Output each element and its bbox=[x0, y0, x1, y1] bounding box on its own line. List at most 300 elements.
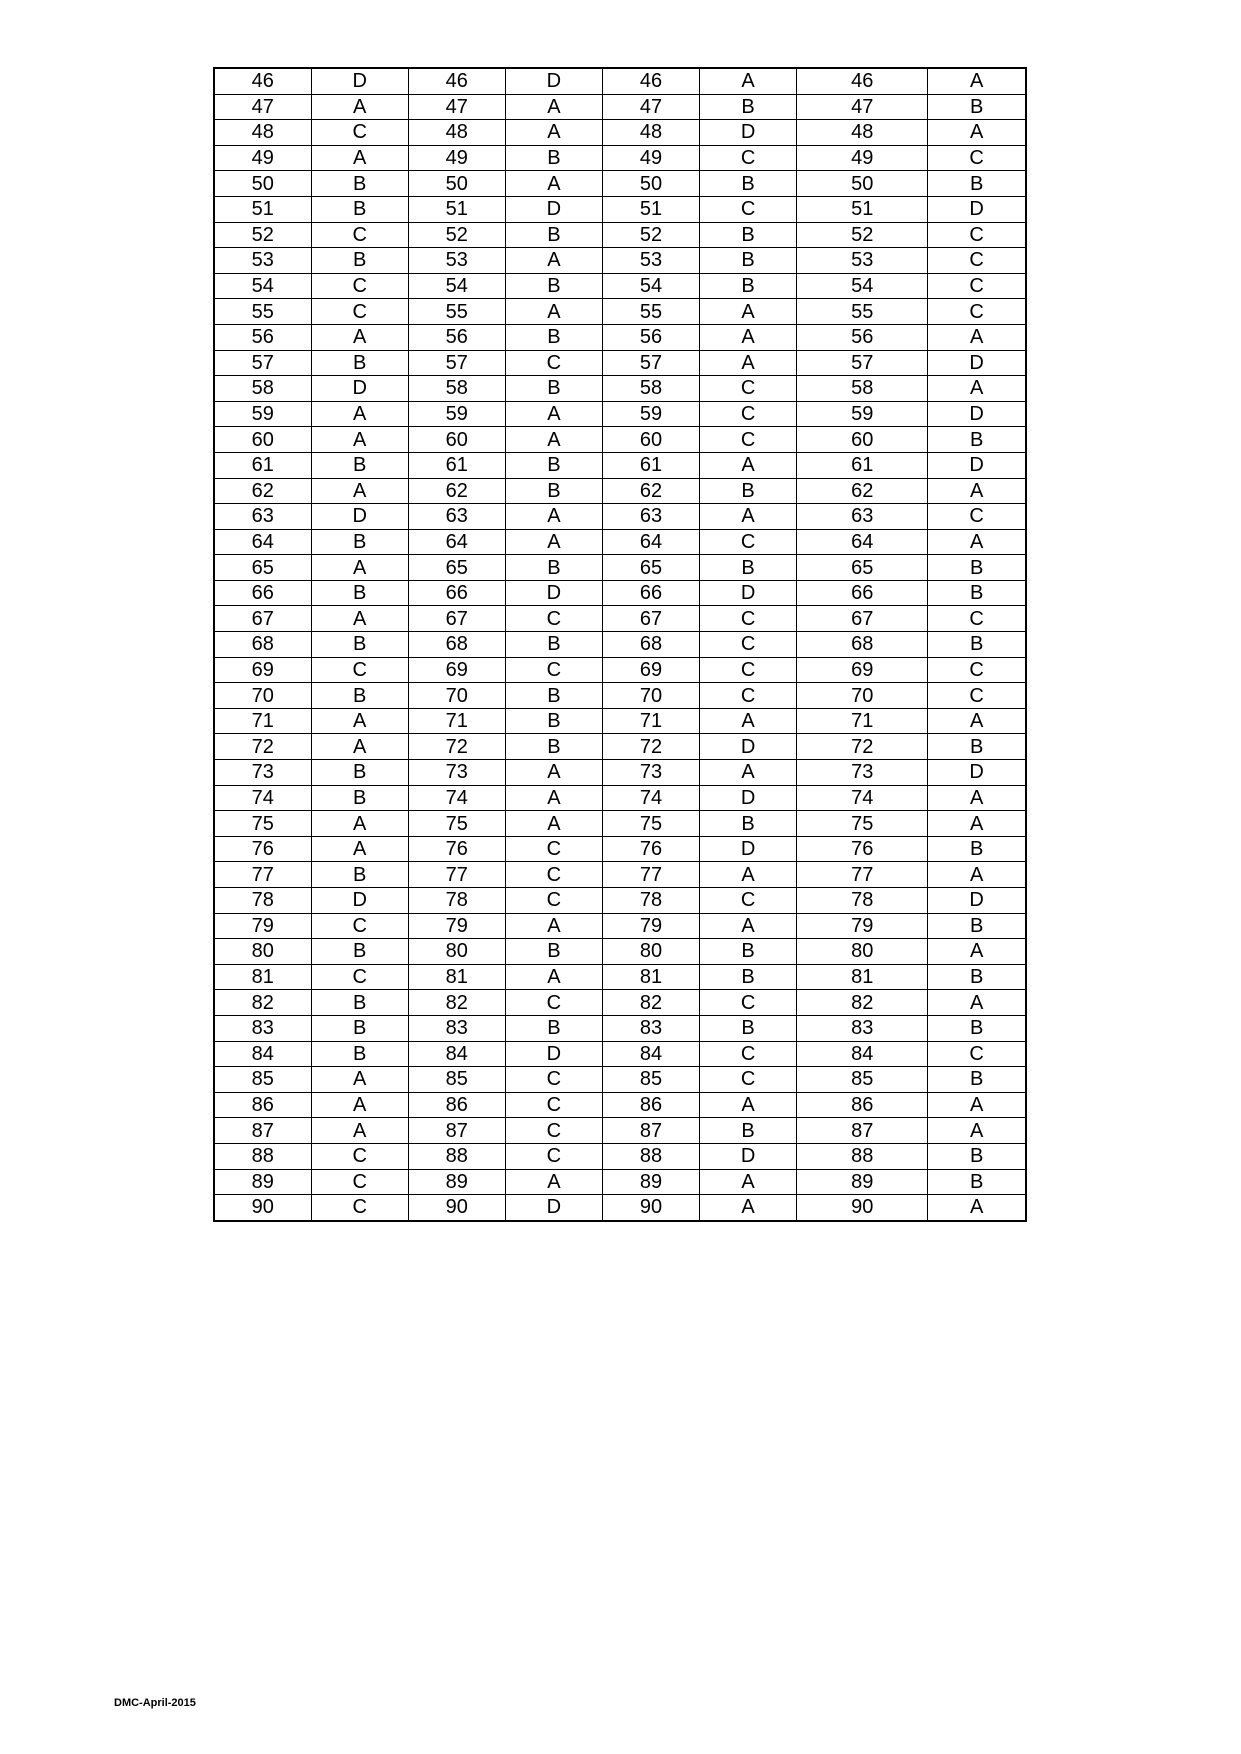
question-number-cell: 90 bbox=[214, 1195, 311, 1221]
answer-letter-cell: C bbox=[505, 1092, 602, 1118]
question-number-cell: 59 bbox=[797, 401, 928, 427]
question-number-cell: 49 bbox=[408, 145, 505, 171]
answer-letter-cell: A bbox=[311, 606, 408, 632]
question-number-cell: 68 bbox=[797, 632, 928, 658]
question-number-cell: 69 bbox=[602, 657, 699, 683]
answer-letter-cell: D bbox=[505, 1195, 602, 1221]
answer-letter-cell: A bbox=[928, 478, 1026, 504]
answer-letter-cell: B bbox=[311, 785, 408, 811]
answer-letter-cell: A bbox=[505, 529, 602, 555]
answer-key-table bbox=[213, 67, 1027, 1222]
question-number-cell: 74 bbox=[214, 785, 311, 811]
answer-key-row bbox=[214, 683, 1026, 709]
question-number-cell: 90 bbox=[602, 1195, 699, 1221]
answer-letter-cell: B bbox=[700, 1118, 797, 1144]
answer-letter-cell: D bbox=[311, 888, 408, 914]
answer-letter-cell: C bbox=[311, 1143, 408, 1169]
answer-letter-cell: C bbox=[700, 145, 797, 171]
question-number-cell: 63 bbox=[797, 504, 928, 530]
question-number-cell: 88 bbox=[797, 1143, 928, 1169]
answer-letter-cell: A bbox=[700, 862, 797, 888]
question-number-cell: 68 bbox=[408, 632, 505, 658]
question-number-cell: 57 bbox=[214, 350, 311, 376]
question-number-cell: 66 bbox=[214, 580, 311, 606]
answer-key-row bbox=[214, 427, 1026, 453]
answer-key-row bbox=[214, 68, 1026, 94]
answer-letter-cell: B bbox=[928, 632, 1026, 658]
answer-letter-cell: C bbox=[700, 1067, 797, 1093]
question-number-cell: 84 bbox=[408, 1041, 505, 1067]
question-number-cell: 65 bbox=[408, 555, 505, 581]
answer-letter-cell: B bbox=[311, 632, 408, 658]
question-number-cell: 86 bbox=[408, 1092, 505, 1118]
answer-key-row bbox=[214, 1169, 1026, 1195]
question-number-cell: 69 bbox=[408, 657, 505, 683]
answer-letter-cell: B bbox=[928, 836, 1026, 862]
question-number-cell: 61 bbox=[408, 452, 505, 478]
question-number-cell: 83 bbox=[797, 1015, 928, 1041]
question-number-cell: 62 bbox=[602, 478, 699, 504]
question-number-cell: 81 bbox=[797, 964, 928, 990]
question-number-cell: 89 bbox=[602, 1169, 699, 1195]
answer-letter-cell: C bbox=[700, 427, 797, 453]
question-number-cell: 76 bbox=[214, 836, 311, 862]
answer-key-row bbox=[214, 836, 1026, 862]
question-number-cell: 69 bbox=[797, 657, 928, 683]
question-number-cell: 52 bbox=[797, 222, 928, 248]
question-number-cell: 89 bbox=[214, 1169, 311, 1195]
answer-letter-cell: B bbox=[311, 990, 408, 1016]
question-number-cell: 52 bbox=[214, 222, 311, 248]
answer-letter-cell: B bbox=[505, 555, 602, 581]
question-number-cell: 61 bbox=[797, 452, 928, 478]
question-number-cell: 71 bbox=[797, 708, 928, 734]
question-number-cell: 67 bbox=[214, 606, 311, 632]
question-number-cell: 75 bbox=[602, 811, 699, 837]
question-number-cell: 54 bbox=[408, 273, 505, 299]
question-number-cell: 57 bbox=[408, 350, 505, 376]
answer-letter-cell: C bbox=[928, 222, 1026, 248]
answer-letter-cell: B bbox=[505, 632, 602, 658]
answer-letter-cell: C bbox=[700, 990, 797, 1016]
answer-letter-cell: A bbox=[928, 939, 1026, 965]
question-number-cell: 59 bbox=[408, 401, 505, 427]
question-number-cell: 74 bbox=[797, 785, 928, 811]
question-number-cell: 67 bbox=[602, 606, 699, 632]
question-number-cell: 87 bbox=[408, 1118, 505, 1144]
answer-letter-cell: A bbox=[311, 145, 408, 171]
question-number-cell: 85 bbox=[408, 1067, 505, 1093]
answer-letter-cell: D bbox=[928, 760, 1026, 786]
answer-letter-cell: C bbox=[505, 350, 602, 376]
answer-letter-cell: C bbox=[700, 657, 797, 683]
answer-letter-cell: C bbox=[311, 657, 408, 683]
question-number-cell: 54 bbox=[797, 273, 928, 299]
question-number-cell: 71 bbox=[214, 708, 311, 734]
answer-letter-cell: B bbox=[311, 248, 408, 274]
question-number-cell: 75 bbox=[797, 811, 928, 837]
question-number-cell: 76 bbox=[408, 836, 505, 862]
question-number-cell: 79 bbox=[797, 913, 928, 939]
question-number-cell: 78 bbox=[214, 888, 311, 914]
answer-letter-cell: B bbox=[311, 580, 408, 606]
answer-letter-cell: B bbox=[311, 1041, 408, 1067]
answer-letter-cell: A bbox=[928, 324, 1026, 350]
question-number-cell: 67 bbox=[797, 606, 928, 632]
answer-letter-cell: A bbox=[928, 1195, 1026, 1221]
answer-letter-cell: A bbox=[505, 811, 602, 837]
question-number-cell: 81 bbox=[214, 964, 311, 990]
answer-letter-cell: B bbox=[505, 273, 602, 299]
answer-letter-cell: B bbox=[928, 427, 1026, 453]
question-number-cell: 61 bbox=[602, 452, 699, 478]
question-number-cell: 77 bbox=[602, 862, 699, 888]
answer-letter-cell: A bbox=[928, 708, 1026, 734]
question-number-cell: 46 bbox=[602, 68, 699, 94]
answer-letter-cell: D bbox=[700, 836, 797, 862]
answer-letter-cell: B bbox=[505, 708, 602, 734]
answer-letter-cell: A bbox=[505, 299, 602, 325]
question-number-cell: 50 bbox=[797, 171, 928, 197]
question-number-cell: 47 bbox=[214, 94, 311, 120]
question-number-cell: 87 bbox=[797, 1118, 928, 1144]
answer-letter-cell: C bbox=[700, 888, 797, 914]
answer-letter-cell: B bbox=[505, 939, 602, 965]
answer-key-row bbox=[214, 785, 1026, 811]
question-number-cell: 57 bbox=[797, 350, 928, 376]
answer-key-row bbox=[214, 376, 1026, 402]
answer-key-row bbox=[214, 478, 1026, 504]
answer-letter-cell: B bbox=[700, 811, 797, 837]
answer-letter-cell: B bbox=[928, 94, 1026, 120]
answer-letter-cell: A bbox=[505, 401, 602, 427]
question-number-cell: 65 bbox=[602, 555, 699, 581]
answer-letter-cell: A bbox=[700, 452, 797, 478]
question-number-cell: 88 bbox=[602, 1143, 699, 1169]
question-number-cell: 48 bbox=[797, 120, 928, 146]
question-number-cell: 72 bbox=[602, 734, 699, 760]
question-number-cell: 84 bbox=[214, 1041, 311, 1067]
answer-letter-cell: A bbox=[505, 427, 602, 453]
answer-letter-cell: C bbox=[700, 683, 797, 709]
question-number-cell: 79 bbox=[602, 913, 699, 939]
answer-letter-cell: A bbox=[505, 171, 602, 197]
answer-letter-cell: C bbox=[928, 273, 1026, 299]
question-number-cell: 85 bbox=[214, 1067, 311, 1093]
question-number-cell: 63 bbox=[214, 504, 311, 530]
question-number-cell: 73 bbox=[602, 760, 699, 786]
answer-letter-cell: C bbox=[505, 862, 602, 888]
answer-letter-cell: B bbox=[311, 452, 408, 478]
question-number-cell: 64 bbox=[797, 529, 928, 555]
answer-letter-cell: A bbox=[505, 120, 602, 146]
answer-letter-cell: A bbox=[311, 811, 408, 837]
question-number-cell: 66 bbox=[408, 580, 505, 606]
question-number-cell: 66 bbox=[602, 580, 699, 606]
answer-letter-cell: C bbox=[505, 657, 602, 683]
answer-letter-cell: A bbox=[311, 401, 408, 427]
question-number-cell: 83 bbox=[408, 1015, 505, 1041]
question-number-cell: 74 bbox=[408, 785, 505, 811]
question-number-cell: 82 bbox=[797, 990, 928, 1016]
answer-letter-cell: B bbox=[928, 1143, 1026, 1169]
question-number-cell: 59 bbox=[602, 401, 699, 427]
answer-letter-cell: C bbox=[311, 1169, 408, 1195]
answer-letter-cell: D bbox=[311, 68, 408, 94]
answer-letter-cell: B bbox=[505, 324, 602, 350]
question-number-cell: 81 bbox=[602, 964, 699, 990]
question-number-cell: 80 bbox=[214, 939, 311, 965]
question-number-cell: 49 bbox=[602, 145, 699, 171]
question-number-cell: 75 bbox=[214, 811, 311, 837]
question-number-cell: 62 bbox=[408, 478, 505, 504]
answer-letter-cell: B bbox=[928, 555, 1026, 581]
answer-letter-cell: C bbox=[505, 1118, 602, 1144]
answer-letter-cell: A bbox=[311, 708, 408, 734]
question-number-cell: 81 bbox=[408, 964, 505, 990]
answer-letter-cell: B bbox=[505, 1015, 602, 1041]
question-number-cell: 85 bbox=[797, 1067, 928, 1093]
question-number-cell: 65 bbox=[797, 555, 928, 581]
answer-letter-cell: C bbox=[700, 376, 797, 402]
answer-letter-cell: C bbox=[928, 683, 1026, 709]
question-number-cell: 88 bbox=[408, 1143, 505, 1169]
question-number-cell: 87 bbox=[214, 1118, 311, 1144]
answer-letter-cell: C bbox=[311, 120, 408, 146]
answer-letter-cell: B bbox=[505, 452, 602, 478]
question-number-cell: 47 bbox=[408, 94, 505, 120]
question-number-cell: 78 bbox=[408, 888, 505, 914]
answer-key-row bbox=[214, 248, 1026, 274]
answer-key-row bbox=[214, 580, 1026, 606]
answer-letter-cell: A bbox=[700, 1092, 797, 1118]
answer-letter-cell: C bbox=[700, 1041, 797, 1067]
question-number-cell: 83 bbox=[214, 1015, 311, 1041]
answer-letter-cell: C bbox=[700, 196, 797, 222]
answer-letter-cell: D bbox=[928, 350, 1026, 376]
question-number-cell: 68 bbox=[602, 632, 699, 658]
answer-letter-cell: B bbox=[311, 1015, 408, 1041]
question-number-cell: 86 bbox=[797, 1092, 928, 1118]
answer-key-row bbox=[214, 196, 1026, 222]
question-number-cell: 83 bbox=[602, 1015, 699, 1041]
answer-key-row bbox=[214, 1041, 1026, 1067]
answer-key-row bbox=[214, 708, 1026, 734]
question-number-cell: 89 bbox=[408, 1169, 505, 1195]
question-number-cell: 53 bbox=[797, 248, 928, 274]
question-number-cell: 55 bbox=[602, 299, 699, 325]
answer-letter-cell: B bbox=[928, 964, 1026, 990]
answer-letter-cell: B bbox=[311, 350, 408, 376]
answer-key-row bbox=[214, 529, 1026, 555]
answer-key-row bbox=[214, 350, 1026, 376]
answer-letter-cell: D bbox=[700, 1143, 797, 1169]
answer-letter-cell: A bbox=[505, 1169, 602, 1195]
answer-letter-cell: C bbox=[700, 632, 797, 658]
question-number-cell: 69 bbox=[214, 657, 311, 683]
question-number-cell: 70 bbox=[797, 683, 928, 709]
answer-letter-cell: D bbox=[700, 580, 797, 606]
answer-letter-cell: B bbox=[928, 1067, 1026, 1093]
answer-letter-cell: A bbox=[700, 68, 797, 94]
question-number-cell: 56 bbox=[602, 324, 699, 350]
answer-letter-cell: B bbox=[700, 964, 797, 990]
question-number-cell: 86 bbox=[214, 1092, 311, 1118]
question-number-cell: 62 bbox=[797, 478, 928, 504]
question-number-cell: 47 bbox=[602, 94, 699, 120]
answer-key-row bbox=[214, 1067, 1026, 1093]
answer-letter-cell: A bbox=[311, 734, 408, 760]
answer-letter-cell: D bbox=[311, 504, 408, 530]
answer-letter-cell: C bbox=[311, 273, 408, 299]
question-number-cell: 51 bbox=[602, 196, 699, 222]
answer-key-row bbox=[214, 1195, 1026, 1221]
answer-letter-cell: B bbox=[700, 222, 797, 248]
question-number-cell: 76 bbox=[602, 836, 699, 862]
question-number-cell: 56 bbox=[797, 324, 928, 350]
answer-letter-cell: B bbox=[311, 683, 408, 709]
answer-key-row bbox=[214, 1118, 1026, 1144]
answer-letter-cell: B bbox=[700, 94, 797, 120]
question-number-cell: 85 bbox=[602, 1067, 699, 1093]
answer-letter-cell: B bbox=[505, 478, 602, 504]
answer-key-row bbox=[214, 811, 1026, 837]
question-number-cell: 72 bbox=[214, 734, 311, 760]
answer-letter-cell: B bbox=[700, 1015, 797, 1041]
answer-key-row bbox=[214, 273, 1026, 299]
answer-letter-cell: C bbox=[311, 964, 408, 990]
answer-letter-cell: C bbox=[311, 913, 408, 939]
answer-key-row bbox=[214, 504, 1026, 530]
question-number-cell: 82 bbox=[408, 990, 505, 1016]
question-number-cell: 70 bbox=[214, 683, 311, 709]
question-number-cell: 50 bbox=[408, 171, 505, 197]
question-number-cell: 46 bbox=[408, 68, 505, 94]
question-number-cell: 47 bbox=[797, 94, 928, 120]
question-number-cell: 76 bbox=[797, 836, 928, 862]
answer-key-row bbox=[214, 401, 1026, 427]
answer-letter-cell: B bbox=[505, 376, 602, 402]
question-number-cell: 78 bbox=[602, 888, 699, 914]
question-number-cell: 67 bbox=[408, 606, 505, 632]
answer-letter-cell: B bbox=[700, 478, 797, 504]
question-number-cell: 88 bbox=[214, 1143, 311, 1169]
answer-letter-cell: C bbox=[700, 606, 797, 632]
answer-letter-cell: C bbox=[311, 299, 408, 325]
answer-key-row bbox=[214, 734, 1026, 760]
question-number-cell: 51 bbox=[214, 196, 311, 222]
answer-letter-cell: A bbox=[700, 324, 797, 350]
answer-letter-cell: B bbox=[700, 939, 797, 965]
question-number-cell: 64 bbox=[214, 529, 311, 555]
question-number-cell: 79 bbox=[214, 913, 311, 939]
question-number-cell: 74 bbox=[602, 785, 699, 811]
answer-letter-cell: C bbox=[505, 1067, 602, 1093]
answer-letter-cell: A bbox=[928, 862, 1026, 888]
answer-letter-cell: A bbox=[928, 529, 1026, 555]
answer-letter-cell: C bbox=[928, 248, 1026, 274]
answer-letter-cell: A bbox=[311, 836, 408, 862]
answer-letter-cell: C bbox=[505, 888, 602, 914]
document-footer-code: DMC-April-2015 bbox=[114, 1697, 196, 1709]
answer-letter-cell: D bbox=[700, 734, 797, 760]
answer-letter-cell: A bbox=[928, 1092, 1026, 1118]
question-number-cell: 80 bbox=[602, 939, 699, 965]
question-number-cell: 75 bbox=[408, 811, 505, 837]
question-number-cell: 72 bbox=[797, 734, 928, 760]
answer-letter-cell: B bbox=[505, 222, 602, 248]
answer-letter-cell: B bbox=[700, 171, 797, 197]
answer-letter-cell: C bbox=[700, 529, 797, 555]
answer-letter-cell: D bbox=[311, 376, 408, 402]
answer-letter-cell: B bbox=[928, 1015, 1026, 1041]
question-number-cell: 90 bbox=[797, 1195, 928, 1221]
answer-letter-cell: A bbox=[928, 811, 1026, 837]
question-number-cell: 58 bbox=[797, 376, 928, 402]
question-number-cell: 71 bbox=[602, 708, 699, 734]
answer-letter-cell: A bbox=[505, 760, 602, 786]
answer-key-row bbox=[214, 939, 1026, 965]
question-number-cell: 53 bbox=[408, 248, 505, 274]
question-number-cell: 68 bbox=[214, 632, 311, 658]
answer-letter-cell: D bbox=[928, 401, 1026, 427]
answer-letter-cell: A bbox=[700, 708, 797, 734]
question-number-cell: 55 bbox=[408, 299, 505, 325]
answer-letter-cell: A bbox=[311, 1067, 408, 1093]
answer-letter-cell: B bbox=[505, 734, 602, 760]
answer-letter-cell: A bbox=[928, 120, 1026, 146]
answer-letter-cell: A bbox=[700, 1169, 797, 1195]
question-number-cell: 73 bbox=[408, 760, 505, 786]
answer-key-row bbox=[214, 94, 1026, 120]
question-number-cell: 56 bbox=[408, 324, 505, 350]
answer-letter-cell: B bbox=[928, 734, 1026, 760]
answer-letter-cell: C bbox=[311, 1195, 408, 1221]
answer-key-row bbox=[214, 222, 1026, 248]
question-number-cell: 48 bbox=[602, 120, 699, 146]
answer-letter-cell: B bbox=[505, 683, 602, 709]
question-number-cell: 52 bbox=[408, 222, 505, 248]
answer-letter-cell: A bbox=[311, 324, 408, 350]
answer-key-row bbox=[214, 1015, 1026, 1041]
question-number-cell: 54 bbox=[602, 273, 699, 299]
question-number-cell: 66 bbox=[797, 580, 928, 606]
answer-letter-cell: C bbox=[505, 1143, 602, 1169]
answer-letter-cell: D bbox=[700, 120, 797, 146]
answer-letter-cell: A bbox=[700, 1195, 797, 1221]
answer-letter-cell: D bbox=[928, 196, 1026, 222]
answer-letter-cell: D bbox=[505, 1041, 602, 1067]
answer-key-row bbox=[214, 888, 1026, 914]
question-number-cell: 49 bbox=[214, 145, 311, 171]
question-number-cell: 84 bbox=[602, 1041, 699, 1067]
question-number-cell: 60 bbox=[602, 427, 699, 453]
question-number-cell: 60 bbox=[214, 427, 311, 453]
question-number-cell: 58 bbox=[602, 376, 699, 402]
question-number-cell: 62 bbox=[214, 478, 311, 504]
question-number-cell: 52 bbox=[602, 222, 699, 248]
answer-key-row bbox=[214, 632, 1026, 658]
answer-letter-cell: A bbox=[505, 913, 602, 939]
answer-key-row bbox=[214, 657, 1026, 683]
question-number-cell: 56 bbox=[214, 324, 311, 350]
answer-letter-cell: C bbox=[311, 222, 408, 248]
question-number-cell: 49 bbox=[797, 145, 928, 171]
question-number-cell: 87 bbox=[602, 1118, 699, 1144]
question-number-cell: 82 bbox=[602, 990, 699, 1016]
question-number-cell: 53 bbox=[214, 248, 311, 274]
question-number-cell: 71 bbox=[408, 708, 505, 734]
